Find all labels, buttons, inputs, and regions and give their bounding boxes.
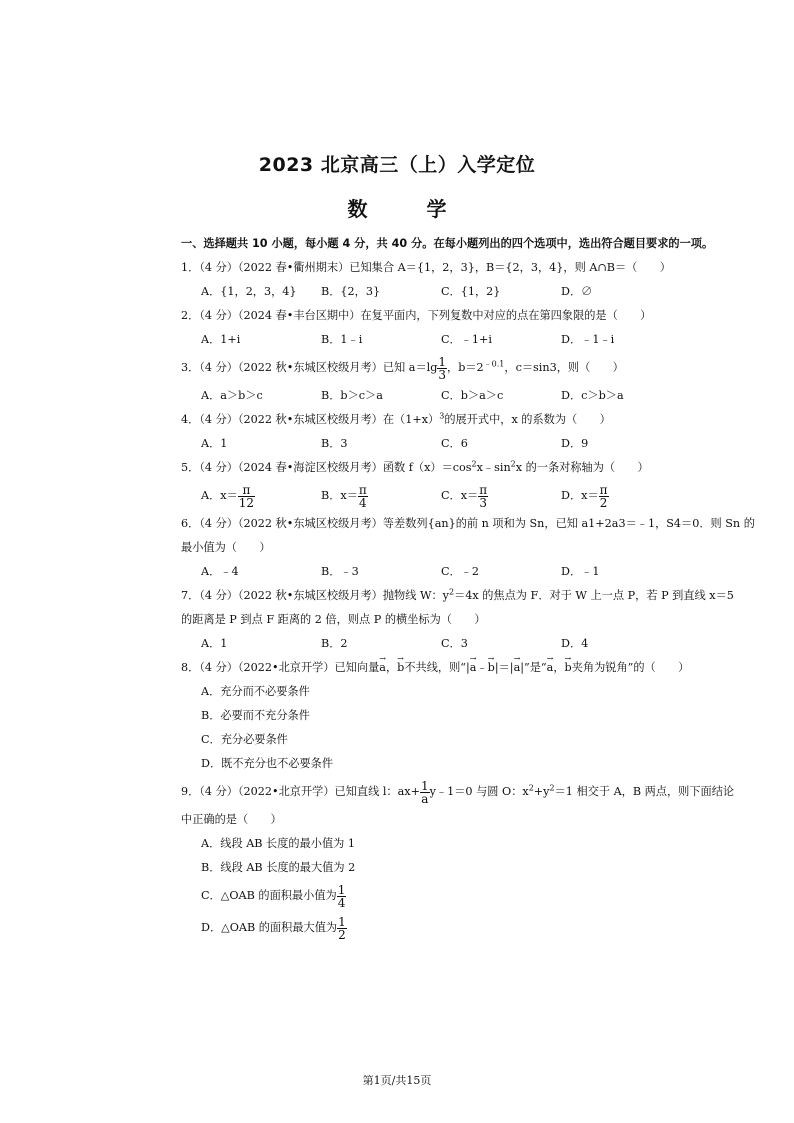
option-b: B．x＝ $\frac{\pi}{4}$ xyxy=(321,482,367,510)
option-a: A．1 xyxy=(201,437,228,450)
option-d: D．4 xyxy=(561,637,589,650)
option-b: B．3 xyxy=(321,437,348,450)
question-2-options xyxy=(181,328,767,352)
question-8: 8．（4 分）（2022•北京开学）已知向量→ a，→ b不共线，则“|→ a﹣→ b|＝|→ a|”是“→ a，→ b夹角为锐角”的（ ） xyxy=(181,656,767,680)
option-c: C．﹣2 xyxy=(441,565,480,578)
option-d: D．﹣1 xyxy=(561,565,600,578)
option-d: D．﹣1﹣i xyxy=(561,333,615,346)
option-d: D．△OAB 的面积最大值为 $\frac{1}{2}$ xyxy=(201,914,346,942)
question-3-options xyxy=(181,384,767,408)
option-b: B．b＞c＞a xyxy=(321,389,383,402)
option-c: C．3 xyxy=(441,637,468,650)
option-a: A．充分而不必要条件 xyxy=(201,685,310,698)
fraction: $\frac{1}{3}$ xyxy=(438,354,447,382)
option-c: C．x＝ $\frac{\pi}{3}$ xyxy=(441,482,488,510)
option-a: A．a＞b＞c xyxy=(201,389,263,402)
option-a: A．x＝ $\frac{\pi}{12}$ xyxy=(201,482,255,510)
question-3: 3．（4 分）（2022 秋•东城区校级月考）已知 a＝lg $\frac{1}{3}$ ，$b=2^{﹣0.1}$，c＝sin3，则（ ） xyxy=(181,354,624,382)
question-1-options xyxy=(181,280,767,304)
question-9-line2: 中正确的是（ ） xyxy=(181,813,282,826)
question-1: 1．（4 分）（2022 春•衢州期末）已知集合 A＝{1，2，3}，B＝{2，3，4}，则 A∩B＝（ ） xyxy=(181,261,671,274)
subject-title: 数 学 xyxy=(347,197,473,221)
option-b: B．{2，3} xyxy=(321,285,381,298)
option-b: B．必要而不充分条件 xyxy=(201,709,310,722)
exam-content xyxy=(181,232,767,944)
question-2: 2．（4 分）（2024 春•丰台区期中）在复平面内，下列复数中对应的点在第四象限的是（ ） xyxy=(181,309,652,322)
question-6-options xyxy=(181,560,767,584)
option-c: C．b＞a＞c xyxy=(441,389,504,402)
option-b: B．1﹣i xyxy=(321,333,363,346)
option-c: C．﹣1+i xyxy=(441,333,493,346)
option-b: B．﹣3 xyxy=(321,565,359,578)
question-7: 7．（4 分）（2022 秋•东城区校级月考）抛物线 W：$y^2=4x$ 的焦点为 F．对于 W 上一点 P，若 P 到直线 x＝5 xyxy=(181,587,734,602)
question-7-line2: 的距离是 P 到点 F 距离的 2 倍，则点 P 的横坐标为（ ） xyxy=(181,613,486,626)
document-title: 2023 北京高三（上）入学定位 xyxy=(258,154,536,176)
option-a: A．1 xyxy=(201,637,228,650)
option-d: D．c＞b＞a xyxy=(561,389,624,402)
section-heading: 一、选择题共 10 小题，每小题 4 分，共 40 分。在每小题列出的四个选项中，选出符合题目要求的一项。 xyxy=(181,237,714,250)
option-c: C．{1，2} xyxy=(441,285,501,298)
option-c: C．充分必要条件 xyxy=(201,733,288,746)
question-4: 4．（4 分）（2022 秋•东城区校级月考）在$(1+x)^3$的展开式中，x 的系数为（ ） xyxy=(181,411,611,426)
question-6-line2: 最小值为（ ） xyxy=(181,541,271,554)
question-9: 9．（4 分）（2022•北京开学）已知直线 l：ax+ $\frac{1}{a}$ y﹣1＝0 与圆 O：$x^2+y^2=1$ 相交于 A，B 两点，则下面结论 xyxy=(181,778,735,806)
option-c: C．6 xyxy=(441,437,468,450)
option-d: D．x＝ $\frac{\pi}{2}$ xyxy=(561,482,608,510)
option-a: A．{1，2，3，4} xyxy=(201,285,297,298)
option-a: A．﹣4 xyxy=(201,565,239,578)
option-d: D．既不充分也不必要条件 xyxy=(201,757,334,770)
option-d: D．∅ xyxy=(561,285,593,298)
option-c: C．△OAB 的面积最小值为 $\frac{1}{4}$ xyxy=(201,882,346,910)
question-5: 5．（4 分）（2024 春•海淀区校级月考）函数 $f(x)=\cos^2x﹣\sin^2x$ 的一条对称轴为（ ） xyxy=(181,459,649,474)
page-number: 第1页/共15页 xyxy=(362,1074,432,1087)
question-4-options xyxy=(181,432,767,456)
option-b: B．线段 AB 长度的最大值为 2 xyxy=(201,861,356,874)
option-a: A．1+i xyxy=(201,333,241,346)
option-a: A．线段 AB 长度的最小值为 1 xyxy=(201,837,356,850)
question-5-options xyxy=(181,480,767,512)
question-6: 6．（4 分）（2022 秋•东城区校级月考）等差数列{an}的前 n 项和为 Sn，已知 a1+2a3＝﹣1，S4＝0．则 Sn 的 xyxy=(181,517,755,530)
option-b: B．2 xyxy=(321,637,348,650)
option-d: D．9 xyxy=(561,437,589,450)
